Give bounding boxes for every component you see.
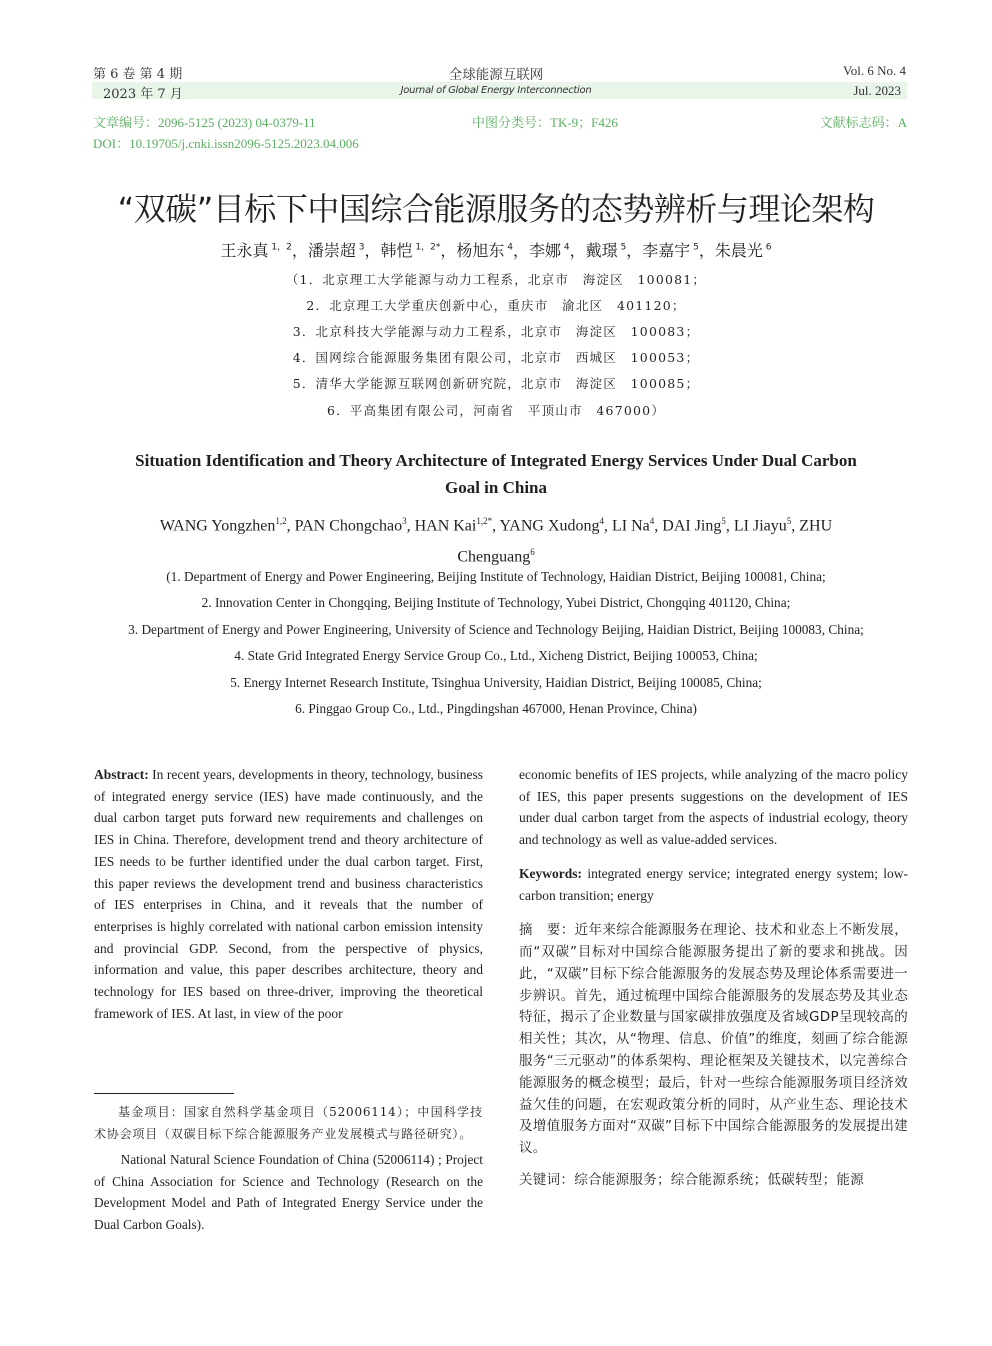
keywords-en-label: Keywords: bbox=[519, 865, 582, 881]
footnote-rule bbox=[94, 1093, 234, 1094]
funding-footnote bbox=[94, 1102, 483, 1236]
author-affiliation-sup: 6 bbox=[762, 242, 772, 253]
author-name: 李嘉宇 bbox=[642, 241, 691, 260]
author-separator: , bbox=[406, 517, 415, 535]
author-affiliation-sup: 5 bbox=[786, 516, 792, 526]
author-affiliation-sup: 4 bbox=[649, 516, 655, 526]
abstract-cn bbox=[519, 920, 908, 1160]
author-affiliation-sup: 1,2 bbox=[275, 516, 287, 526]
author-name: 王永真 bbox=[220, 241, 269, 260]
abstract-en bbox=[94, 764, 483, 1024]
author-name: 潘崇超 bbox=[307, 241, 356, 260]
author-affiliation-sup: 5 bbox=[690, 242, 699, 253]
affiliation-en-line: 6. Pinggao Group Co., Ltd., Pingdingshan 467000, Henan Province, China) bbox=[295, 701, 697, 716]
affiliation-cn-line: 3．北京科技大学能源与动力工程系，北京市 海淀区 100083； bbox=[292, 324, 700, 339]
author-affiliation-sup: 6 bbox=[530, 547, 535, 558]
author-name: 杨旭东 bbox=[456, 241, 505, 260]
author-separator: , bbox=[654, 517, 663, 535]
abstract-en-text-part1: In recent years, developments in theory, technology, business of integrated energy service (IES) have made continuously, and the dual carbon target puts forward new requirements and challenges on IES in China. Therefore, development trend and theory architecture of IES needs to be further identified under the dual carbon target. First, this paper reviews the development trend and business characteristics of IES enterprises in China, and it reveals that the number of enterprises is highly correlated with national carbon emission intensity and provincial GDP. Second, from the perspective of physics, information and value, this paper describes architecture, theory and technology for IES based on three-driver, improving the theoretical framework of IES. At last, in view of the poor bbox=[94, 767, 483, 1021]
author-affiliation-sup: 5 bbox=[721, 516, 726, 526]
author-separator: ， bbox=[291, 241, 308, 260]
author-affiliation-sup: 4 bbox=[561, 242, 570, 253]
keywords-cn-label: 关键词： bbox=[519, 1171, 575, 1188]
header-volume-issue-en: Vol. 6 No. 4 bbox=[843, 63, 906, 78]
article-number: 文章编号：2096-5125 (2023) 04-0379-11 bbox=[93, 115, 316, 130]
affiliation-en-line: 3. Department of Energy and Power Engineering, University of Science and Technology Beijing, Haidian District, Beijing 100083, China; bbox=[128, 622, 864, 637]
title-cn: “双碳”目标下中国综合能源服务的态势辨析与理论架构 bbox=[117, 190, 875, 228]
affiliation-cn-line: （1．北京理工大学能源与动力工程系，北京市 海淀区 100081； bbox=[285, 272, 707, 287]
author-affiliation-sup: 5 bbox=[617, 242, 627, 253]
funding-label-cn: 基金项目： bbox=[118, 1105, 184, 1119]
keywords-en bbox=[519, 863, 908, 906]
author-name: 戴璟 bbox=[585, 241, 618, 260]
author-separator: , bbox=[492, 517, 500, 535]
author-separator: , bbox=[286, 517, 295, 535]
author-separator: ， bbox=[626, 241, 643, 260]
affiliation-cn-line: 6．平高集团有限公司，河南省 平顶山市 467000） bbox=[326, 403, 666, 418]
author-name: 朱晨光 bbox=[714, 241, 763, 260]
doi: DOI：10.19705/j.cnki.issn2096-5125.2023.04.006 bbox=[93, 136, 359, 151]
funding-text-en: National Natural Science Foundation of China (52006114) ; Project of China Association for Science and Technology (Research on the Development Model and Path of Integrated Energy Service under the Dual Carbon Goals). bbox=[94, 1152, 483, 1233]
author-name: LI Na bbox=[612, 517, 650, 535]
header-journal-cn: 全球能源互联网 bbox=[448, 67, 544, 83]
affiliation-cn-line: 2．北京理工大学重庆创新中心，重庆市 渝北区 401120； bbox=[306, 298, 686, 313]
abstract-en-label: Abstract: bbox=[94, 767, 149, 782]
author-separator: ， bbox=[512, 241, 529, 260]
author-name: ZHU Chenguang bbox=[457, 517, 833, 566]
author-name: LI Jiayu bbox=[733, 517, 787, 535]
author-name: WANG Yongzhen bbox=[159, 517, 276, 535]
abstract-cn-text: 近年来综合能源服务在理论、技术和业态上不断发展，而“双碳”目标对中国综合能源服务提出了新的要求和挑战。因此，“双碳”目标下综合能源服务的发展态势及理论体系需要进一步辨识。首先，通过梳理中国综合能源服务的发展态势及其业态特征，揭示了企业数量与国家碳排放强度及省域GDP呈现较高的相关性；其次，从“物理、信息、价值”的维度，刻画了综合能源服务“三元驱动”的体系架构、理论框架及关键技术，以完善综合能源服务的概念模型；最后，针对一些综合能源服务项目经济效益欠佳的问题，在宏观政策分析的同时，从产业生态、理论技术及增值服务方面对“双碳”目标下中国综合能源服务的发展提出建议。 bbox=[519, 922, 909, 1157]
author-name: YANG Xudong bbox=[499, 517, 600, 535]
keywords-en-text: integrated energy service; integrated energy system; low-carbon transition; energy bbox=[519, 865, 908, 903]
author-affiliation-sup: 1,2* bbox=[476, 516, 493, 526]
keywords-cn bbox=[519, 1170, 908, 1192]
author-separator: ， bbox=[364, 241, 381, 260]
author-affiliation-sup: 4 bbox=[504, 242, 513, 253]
document-code: 文献标志码：A bbox=[819, 115, 907, 130]
author-affiliation-sup: 1，2 bbox=[268, 242, 292, 253]
author-separator: , bbox=[604, 517, 612, 535]
author-affiliation-sup: 4 bbox=[599, 516, 604, 526]
author-separator: , bbox=[791, 517, 800, 535]
author-separator: ， bbox=[569, 241, 586, 260]
abstract-cn-label: 摘 要： bbox=[519, 922, 575, 939]
author-name: 李娜 bbox=[528, 241, 561, 260]
keywords-cn-text: 综合能源服务；综合能源系统；低碳转型；能源 bbox=[574, 1171, 865, 1188]
author-name: PAN Chongchao bbox=[294, 517, 403, 535]
authors-en bbox=[0, 508, 992, 571]
header-date-cn: 2023 年 7 月 bbox=[103, 87, 183, 102]
header-journal-en: Journal of Global Energy Interconnection bbox=[400, 85, 592, 96]
clc-number: 中图分类号：TK-9；F426 bbox=[472, 115, 618, 130]
affiliation-en-line: 5. Energy Internet Research Institute, Tsinghua University, Haidian District, Beijing 100085, China; bbox=[230, 675, 762, 690]
header-volume-issue-cn: 第 6 卷 第 4 期 bbox=[93, 67, 183, 82]
title-en: Situation Identification and Theory Architecture of Integrated Energy Services Under Dual Carbon Goal in China bbox=[135, 451, 857, 497]
author-separator: ， bbox=[698, 241, 715, 260]
author-affiliation-sup: 3 bbox=[402, 516, 407, 526]
author-separator: ， bbox=[440, 241, 457, 260]
author-name: HAN Kai bbox=[414, 517, 477, 535]
author-separator: , bbox=[725, 517, 734, 535]
authors-cn bbox=[0, 238, 992, 261]
header-date-en: Jul. 2023 bbox=[853, 83, 901, 98]
author-affiliation-sup: 1，2* bbox=[412, 242, 441, 253]
author-name: DAI Jing bbox=[662, 517, 722, 535]
funding-text-cn: 国家自然科学基金项目（52006114）；中国科学技术协会项目（双碳目标下综合能源服务产业发展模式与路径研究）。 bbox=[94, 1105, 483, 1141]
author-name: 韩恺 bbox=[380, 241, 413, 260]
abstract-en-text-part2: economic benefits of IES projects, while analyzing of the macro policy of IES, this paper presents suggestions on the development of IES under dual carbon target from the aspects of industrial ecology, theory and technology as well as value-added services. bbox=[519, 767, 908, 848]
author-affiliation-sup: 3 bbox=[355, 242, 365, 253]
right-column bbox=[519, 764, 908, 1192]
affiliation-cn-line: 5．清华大学能源互联网创新研究院，北京市 海淀区 100085； bbox=[292, 376, 700, 391]
affiliation-cn-line: 4．国网综合能源服务集团有限公司，北京市 西城区 100053； bbox=[292, 350, 700, 365]
affiliation-en-line: 4. State Grid Integrated Energy Service Group Co., Ltd., Xicheng District, Beijing 100053, China; bbox=[234, 648, 758, 663]
affiliation-en-line: 2. Innovation Center in Chongqing, Beijing Institute of Technology, Yubei District, Chongqing 401120, China; bbox=[201, 595, 791, 610]
affiliation-en-line: (1. Department of Energy and Power Engineering, Beijing Institute of Technology, Haidian District, Beijing 100081, China; bbox=[166, 569, 826, 584]
